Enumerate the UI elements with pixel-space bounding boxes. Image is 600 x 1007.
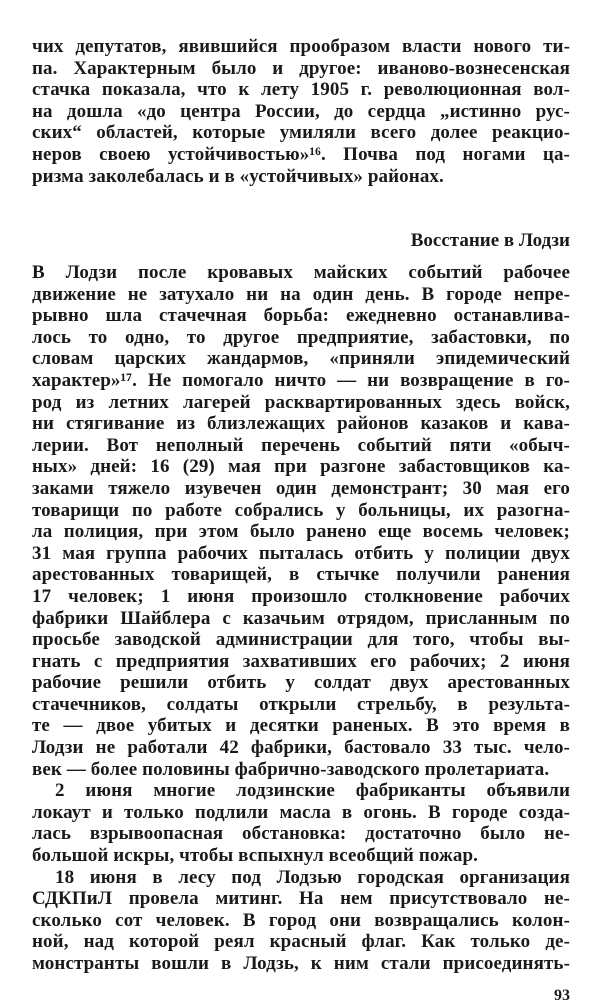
text-line: род из летних лагерей расквартированных здесь войск, — [32, 391, 570, 413]
text-line: товарищи по работе собрались у больницы, их разогна- — [32, 499, 570, 521]
text-line: ни стягивание из близлежащих районов казаков и кава- — [32, 413, 570, 435]
page-number: 93 — [554, 987, 570, 1004]
text-line: В Лодзи после кровавых майских событий рабочее — [32, 262, 570, 283]
text-line: лерии. Вот неполный перечень событий пяти «обыч- — [32, 434, 570, 456]
text-line: па. Характерным было и другое: иваново-вознесенская — [32, 57, 570, 79]
text-line: словам царских жандармов, «приняли эпидемический — [32, 348, 570, 370]
text-line: стачечников, солдаты открыли стрельбу, в результа- — [32, 693, 570, 715]
paragraph — [32, 36, 570, 187]
text-line: рабочие решили отбить у солдат двух арестованных — [32, 672, 570, 694]
text-line: на дошла «до центра России, до сердца „истинно рус- — [32, 100, 570, 122]
text-line: 17 человек; 1 июня произошло столкновение рабочих — [32, 585, 570, 607]
text-line: 18 июня в лесу под Лодзью городская организация — [55, 866, 570, 888]
text-line: лась взрывоопасная обстановка: достаточно было не- — [32, 823, 570, 845]
text-line: ских“ областей, которые умиляли всего долее реакцио- — [32, 122, 570, 144]
text-line: ных» дней: 16 (29) мая при разгоне забастовщиков ка- — [32, 456, 570, 478]
text-line: заками тяжело изувечен один демонстрант; 30 мая его — [32, 477, 570, 499]
text-line: Лодзи не работали 42 фабрики, бастовало 33 тыс. чело- — [32, 737, 570, 759]
text-line: чих депутатов, явившийся прообразом власти нового ти- — [32, 36, 570, 57]
text-line: неров своею устойчивостью»¹⁶. Почва под ногами ца- — [32, 143, 570, 165]
text-line: век — более половины фабрично-заводского пролетариата. — [32, 758, 550, 780]
text-line: характер»¹⁷. Не помогало ничто — ни возвращение в го- — [32, 369, 570, 391]
text-line: 2 июня многие лодзинские фабриканты объявили — [55, 780, 570, 802]
text-line: фабрики Шайблера с казачьим отрядом, присланным по — [32, 607, 570, 629]
text-line: ризма заколебалась и в «устойчивых» районах. — [32, 165, 444, 187]
text-line: рывно шла стачечная борьба: ежедневно останавлива- — [32, 305, 570, 327]
text-line: арестованных товарищей, в стычке получили ранения — [32, 564, 570, 586]
text-line: монстранты вошли в Лодзь, к ним стали присоединять- — [32, 953, 570, 974]
text-line: СДКПиЛ провела митинг. На нем присутствовало не- — [32, 888, 570, 910]
text-line: сколько сот человек. В город они возвращались колон- — [32, 909, 570, 931]
text-line: движение не затухало ни на один день. В городе непре- — [32, 283, 570, 305]
text-line: стачка показала, что к лету 1905 г. революционная вол- — [32, 79, 570, 101]
section-heading: Восстание в Лодзи — [410, 230, 570, 251]
section-body — [32, 262, 570, 975]
text-line: просьбе заводской администрации для того, чтобы вы- — [32, 629, 570, 651]
text-line: лось то одно, то другое предприятие, забастовки, по — [32, 326, 570, 348]
opening-paragraph — [32, 36, 570, 187]
paragraph — [32, 780, 570, 866]
text-line: большой искры, чтобы вспыхнул всеобщий пожар. — [32, 845, 478, 867]
text-line: локаут и только подлили масла в огонь. В городе созда- — [32, 801, 570, 823]
text-line: ла полиция, при этом было ранено еще восемь человек; — [32, 521, 570, 543]
text-line: те — двое убитых и десятки раненых. В это время в — [32, 715, 570, 737]
paragraph — [32, 262, 570, 780]
text-line: 31 мая группа рабочих пыталась отбить у полиции двух — [32, 542, 570, 564]
text-line: ной, над которой реял красный флаг. Как только де- — [32, 931, 570, 953]
text-line: гнать с предприятия захвативших его рабочих; 2 июня — [32, 650, 570, 672]
paragraph — [32, 867, 570, 975]
